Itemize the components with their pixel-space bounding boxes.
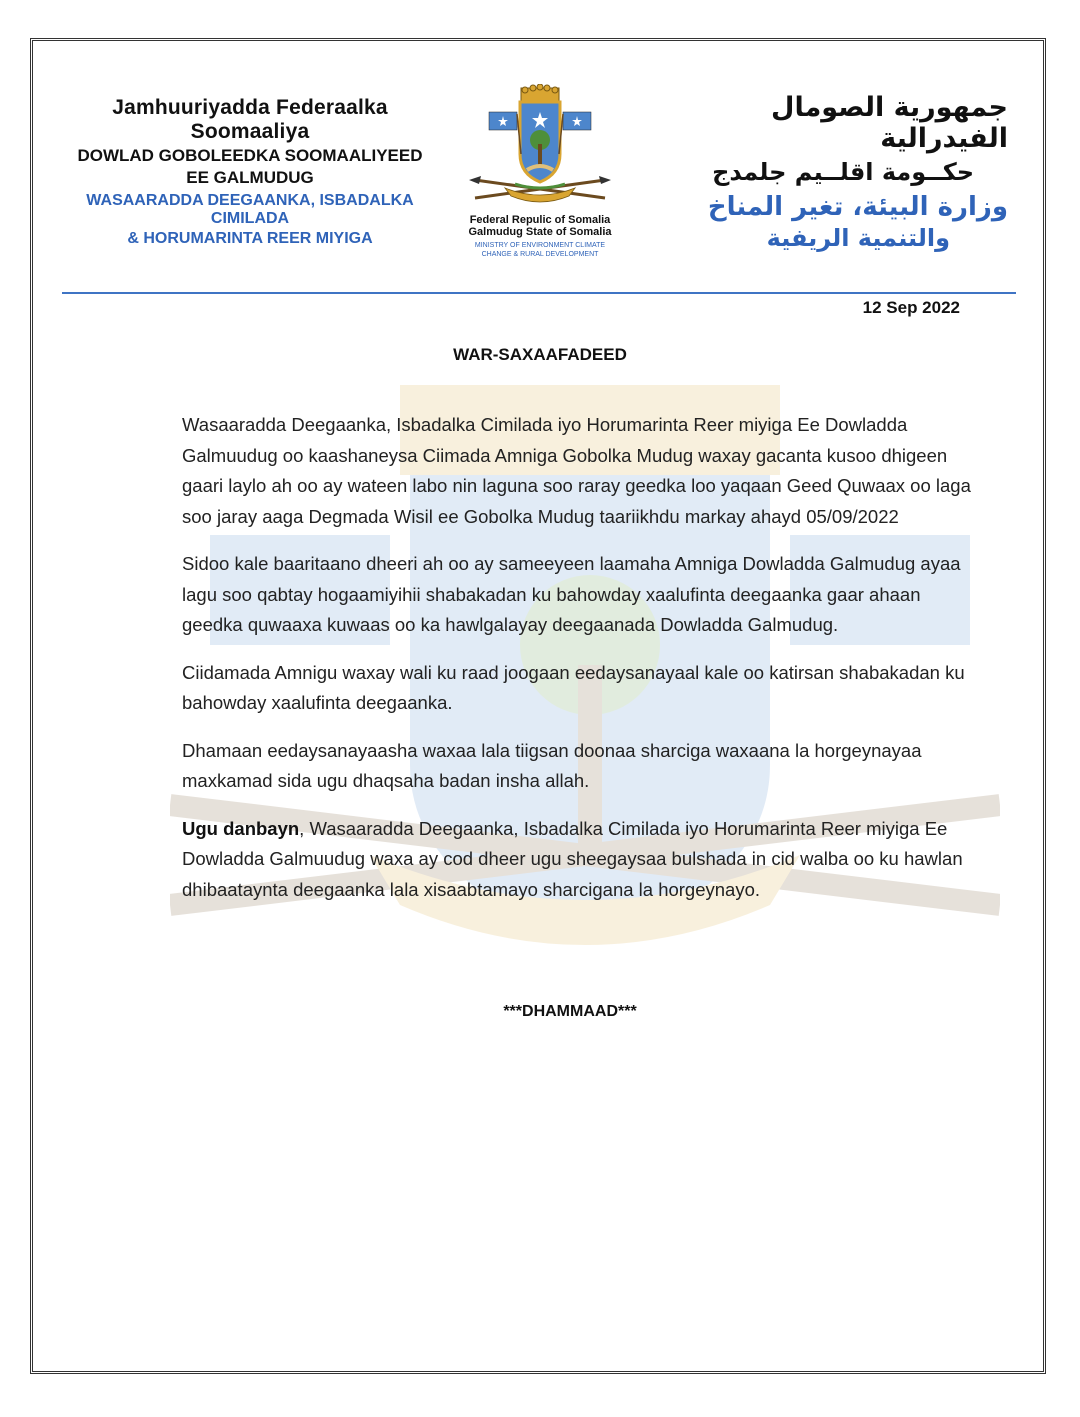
conclusion-lead: Ugu danbayn [182,817,300,839]
paragraph-1: Wasaaradda Deegaanka, Isbadalka Cimilada iyo Horumarinta Reer miyiga Ee Dowladda Galmuudug oo kaashaneysa Ciimada Amniga Gobolka Mudug waxay gacanta kusoo dhigeen gaari laylo ah oo ay wateen labo nin laguna soo raray geedka loo yaqaan Geed Quwaax oo laga soo jaray aaga Degmada Wisil ee Gobolka Mudug taariikhdu markay ahayd 05/09/2022 [182,414,971,527]
header-ministry-line2: & HORUMARINTA REER MIYIGA [127,230,373,247]
letterhead-arabic [678,92,1008,252]
coat-of-arms-icon [465,84,615,212]
header-arabic-republic: جمهورية الصومال الفيدرالية [771,92,1008,154]
paragraph-2: Sidoo kale baaritaano dheeri ah oo ay sameeyeen laamaha Amniga Dowladda Galmudug ayaa lagu soo qabtay hogaamiyihii shabakadan ku bahowday xaalufinta deegaanka gaar ahaan geedka quwaaxa kuwaas oo ka hawlgalayay deegaanada Dowladda Galmudug. [182,553,961,635]
emblem-caption-ministry [455,241,625,259]
document-title: WAR-SAXAAFADEED [453,345,627,364]
header-divider [62,292,1016,294]
header-state-name: EE GALMUDUG [186,168,314,187]
document-date: 12 Sep 2022 [862,298,960,317]
paragraph-3: Ciidamada Amnigu waxay wali ku raad joogaan eedaysanayaal kale oo katirsan shabakadan ku bahowday xaalufinta deegaanka. [182,661,965,713]
coat-of-arms [455,84,625,274]
emblem-caption-federal: Federal Repulic of Somalia [469,214,611,226]
emblem-caption-ministry-line2: CHANGE & RURAL DEVELOPMENT [481,251,599,258]
letterhead-somali [60,96,440,248]
header-republic-name: Jamhuuriyadda Federaalka Soomaaliya [112,96,388,143]
header-arabic-ministry-line2: والتنمية الريفية [766,224,950,252]
press-release-body [182,410,972,922]
header-state-government: DOWLAD GOBOLEEDKA SOOMAALIYEED [77,146,423,165]
closing-mark: ***DHAMMAAD*** [503,1003,637,1020]
paragraph-5 [182,814,972,906]
emblem-caption-state: Galmudug State of Somalia [468,226,612,238]
header-arabic-ministry-line1: وزارة البيئة، تغير المناخ [707,192,1008,222]
header-ministry-line1: WASAARADDA DEEGAANKA, ISBADALKA CIMILADA [86,192,414,227]
conclusion-text: , Wasaaradda Deegaanka, Isbadalka Cimilada iyo Horumarinta Reer miyiga Ee Dowladda Galmuudug waxa ay cod dheer ugu sheegaysaa bulshada in cid walba oo ku hawlan dhibaataynta deegaanka lala xisaabtamayo sharcigana la horgeynayo. [182,817,963,900]
header-arabic-government: حكــومة اقلــيم جلمدج [712,158,974,186]
paragraph-4: Dhamaan eedaysanayaasha waxaa lala tiigsan doonaa sharciga waxaana la horgeynayaa maxkamad sida ugu dhaqsaha badan insha allah. [182,739,922,791]
emblem-caption-ministry-line1: MINISTRY OF ENVIRONMENT CLIMATE [474,242,606,249]
